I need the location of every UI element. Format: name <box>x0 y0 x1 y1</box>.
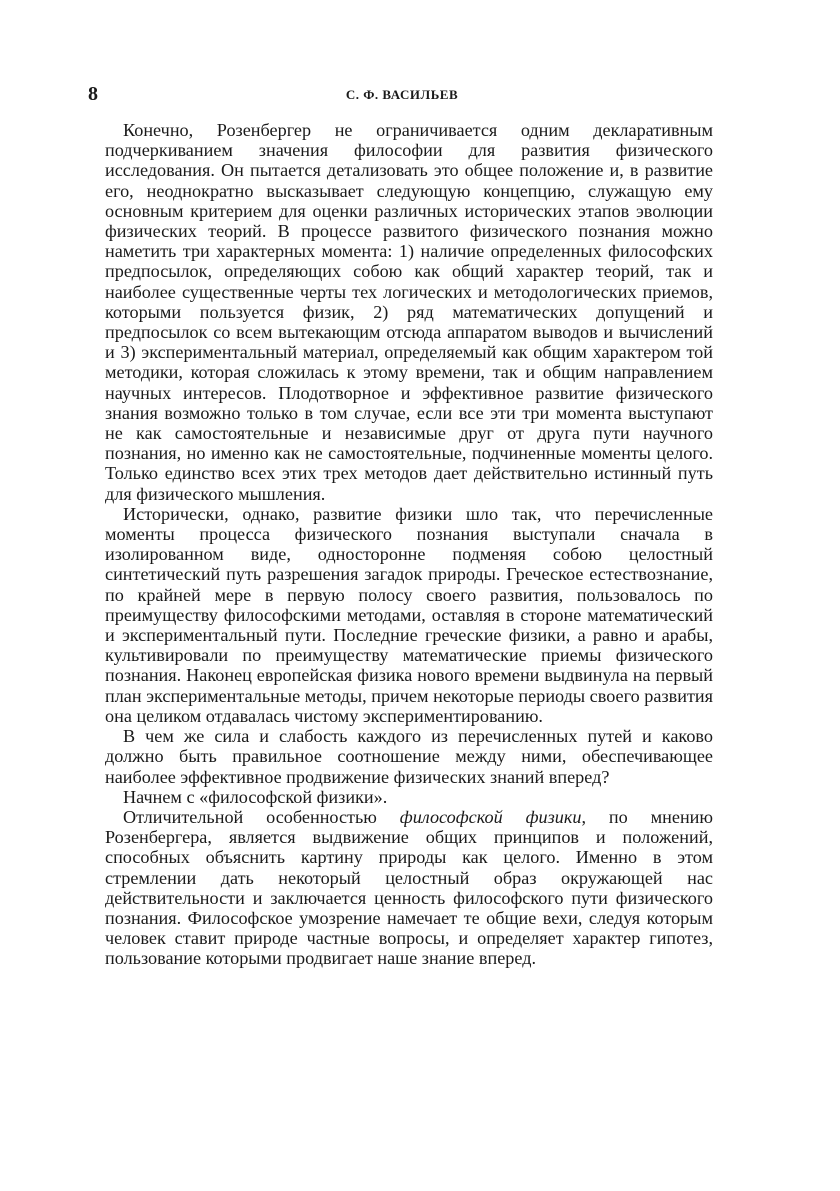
running-head <box>88 84 716 108</box>
paragraph: В чем же сила и слабость каждого из перечисленных путей и каково должно быть правильное соотношение между ними, обеспечивающее наиболее эффективное продвижение физических знаний вперед? <box>105 726 713 787</box>
body-text <box>105 120 713 969</box>
paragraph: Конечно, Розенбергер не ограничивается одним декларативным подчеркиванием значения философии для развития физического исследования. Он пытается детализовать это общее положение и, в развитие его, неоднократно высказывает следующую концепцию, служащую ему основным критерием для оценки различных исторических этапов эволюции физических теорий. В процессе развитого физического познания можно наметить три характерных момента: 1) наличие определенных философских предпосылок, определяющих собою как общий характер теорий, так и наиболее существенные черты тех логических и методологических приемов, которыми пользуется физик, 2) ряд математических допущений и предпосылок со всем вытекающим отсюда аппаратом выводов и вычислений и 3) экспериментальный материал, определяемый как общим характером той методики, которая сложилась к этому времени, так и общим направлением научных интересов. Плодотворное и эффективное развитие физического знания возможно только в том случае, если все эти три момента выступают не как самостоятельные и независимые друг от друга пути научного познания, но именно как не самостоятельные, подчиненные моменты целого. Только единство всех этих трех методов дает действительно истинный путь для физического мышления. <box>105 120 713 504</box>
page-number: 8 <box>88 83 98 105</box>
italic-term: философской физики <box>399 806 582 827</box>
paragraph: Исторически, однако, развитие физики шло так, что перечисленные моменты процесса физического познания выступали сначала в изолированном виде, односторонне подменяя собою целостный синтетический путь разрешения загадок природы. Греческое естествознание, по крайней мере в первую полосу своего развития, пользовалось по преимуществу философскими методами, оставляя в стороне математический и экспериментальный пути. Последние греческие физики, а равно и арабы, культивировали по преимуществу математические приемы физического познания. Наконец европейская физика нового времени выдвинула на первый план экспериментальные методы, причем некоторые периоды своего развития она целиком отдавалась чистому экспериментированию. <box>105 503 713 726</box>
paragraph-philosophical-physics <box>105 807 713 969</box>
paragraph: Начнем с «философской физики». <box>123 786 388 807</box>
paragraph-text-start: Отличительной особенностью <box>123 806 400 827</box>
running-title: С. Ф. ВАСИЛЬЕВ <box>345 87 459 102</box>
paragraph-text-end: , по мнению Розенбергера, является выдвижение общих принципов и положений, способных объяснить картину природы как целого. Именно в этом стремлении дать некоторый целостный образ окружающей нас действительности и заключается ценность философского пути физического познания. Философское умозрение намечает те общие вехи, следуя которым человек ставит природе частные вопросы, и определяет характер гипотез, пользование которыми продвигает наше знание вперед. <box>105 806 713 969</box>
